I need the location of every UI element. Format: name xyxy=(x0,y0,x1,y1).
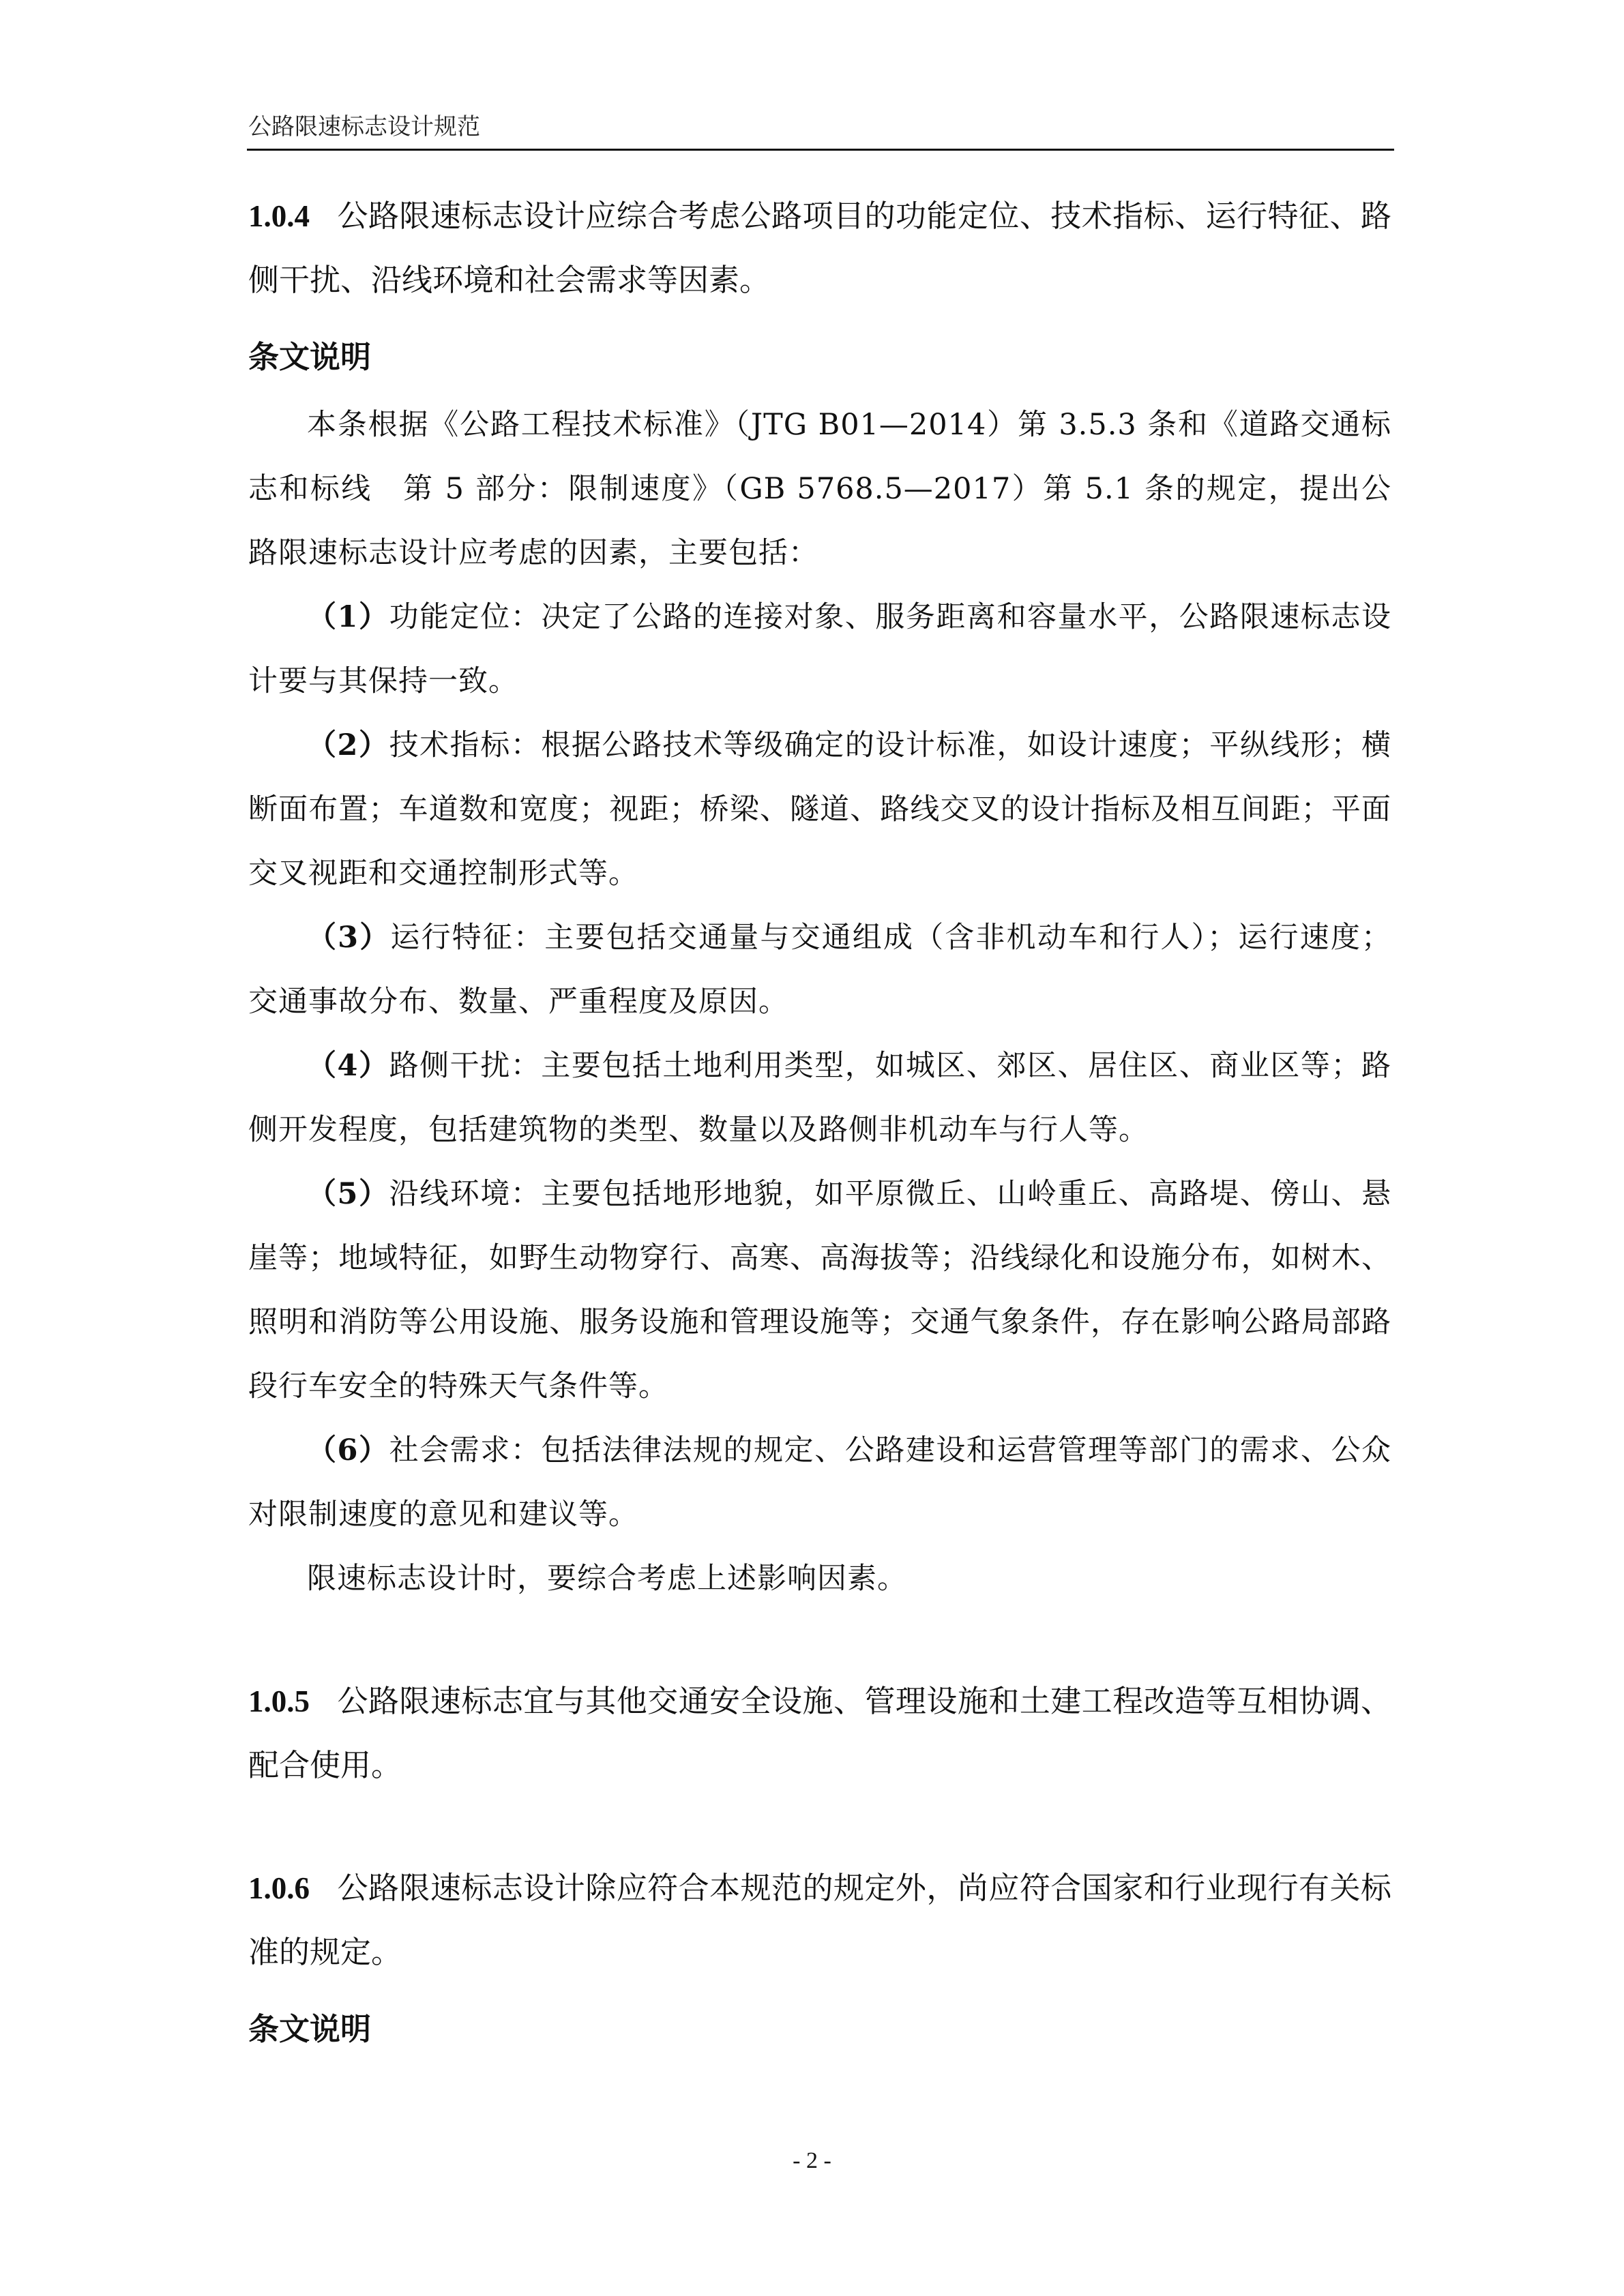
item-text: 功能定位：决定了公路的连接对象、服务距离和容量水平，公路限速标志设计要与其保持一致。 xyxy=(248,600,1392,698)
item-marker: （6） xyxy=(307,1433,389,1467)
clause-text: 公路限速标志设计除应符合本规范的规定外，尚应符合国家和行业现行有关标准的规定。 xyxy=(248,1870,1391,1970)
commentary-item-4 xyxy=(248,1034,1391,1162)
clause-text: 公路限速标志宜与其他交通安全设施、管理设施和土建工程改造等互相协调、配合使用。 xyxy=(248,1683,1391,1783)
header-divider xyxy=(247,149,1394,151)
commentary-item-5 xyxy=(248,1162,1391,1418)
commentary-heading: 条文说明 xyxy=(248,339,372,375)
commentary-item-3 xyxy=(248,906,1391,1034)
commentary-closing: 限速标志设计时，要综合考虑上述影响因素。 xyxy=(307,1562,907,1596)
commentary-item-6 xyxy=(248,1418,1391,1547)
item-text: 运行特征：主要包括交通量与交通组成（含非机动车和行人）；运行速度；交通事故分布、数量、严重程度及原因。 xyxy=(248,921,1392,1019)
running-header-title: 公路限速标志设计规范 xyxy=(248,113,480,140)
commentary-intro: 本条根据《公路工程技术标准》（JTG B01—2014）第 3.5.3 条和《道路交通标志和标线 第 5 部分：限制速度》（GB 5768.5—2017）第 5.1 条的规定，提出公路限速标志设计应考虑的因素，主要包括： xyxy=(248,408,1391,570)
clause-1-0-6 xyxy=(248,1856,1391,1984)
item-marker: （1） xyxy=(307,600,389,634)
item-text: 社会需求：包括法律法规的规定、公路建设和运营管理等部门的需求、公众对限制速度的意见和建议等。 xyxy=(248,1433,1392,1532)
commentary-item-1 xyxy=(248,585,1391,713)
item-text: 技术指标：根据公路技术等级确定的设计标准，如设计速度；平纵线形；横断面布置；车道数和宽度；视距；桥梁、隧道、路线交叉的设计指标及相互间距；平面交叉视距和交通控制形式等。 xyxy=(248,728,1392,891)
commentary-item-2 xyxy=(248,713,1391,906)
item-marker: （4） xyxy=(307,1049,389,1083)
item-text: 路侧干扰：主要包括土地利用类型，如城区、郊区、居住区、商业区等；路侧开发程度，包括建筑物的类型、数量以及路侧非机动车与行人等。 xyxy=(248,1049,1392,1147)
commentary-heading-2: 条文说明 xyxy=(248,2011,372,2047)
page-body xyxy=(248,184,1391,2050)
clause-1-0-4 xyxy=(248,184,1391,312)
item-text: 沿线环境：主要包括地形地貌，如平原微丘、山岭重丘、高路堤、傍山、悬崖等；地域特征，如野生动物穿行、高寒、高海拔等；沿线绿化和设施分布，如树木、照明和消防等公用设施、服务设施和管理设施等；交通气象条件，存在影响公路局部路段行车安全的特殊天气条件等。 xyxy=(248,1177,1392,1403)
item-marker: （5） xyxy=(307,1177,389,1211)
page-number: - 2 - xyxy=(793,2148,831,2173)
item-marker: （3） xyxy=(307,921,391,955)
clause-1-0-5 xyxy=(248,1669,1391,1798)
clause-number: 1.0.6 xyxy=(248,1871,310,1905)
item-marker: （2） xyxy=(307,728,389,762)
clause-number: 1.0.4 xyxy=(248,199,310,233)
clause-text: 公路限速标志设计应综合考虑公路项目的功能定位、技术指标、运行特征、路侧干扰、沿线环境和社会需求等因素。 xyxy=(248,198,1391,298)
clause-number: 1.0.5 xyxy=(248,1684,310,1718)
